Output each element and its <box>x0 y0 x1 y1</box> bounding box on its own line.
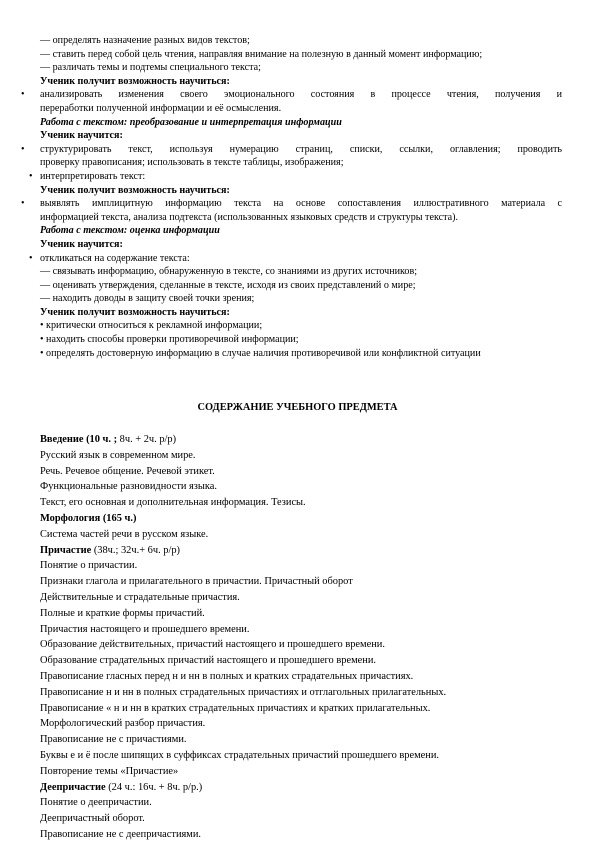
text-line-content: Ученик научится: <box>40 130 123 142</box>
content-line <box>40 795 560 811</box>
content-line <box>40 479 560 495</box>
content-line <box>40 685 560 701</box>
text-line <box>0 156 595 170</box>
content-text: Деепричастный оборот. <box>40 813 145 825</box>
text-line-content: • определять достоверную информацию в случае наличия противоречивой или конфликтной ситуации <box>40 347 481 359</box>
text-line-content: Ученик получит возможность научиться: <box>40 306 230 318</box>
text-line-content: переработки полученной информации и её осмысления. <box>40 102 282 114</box>
section-title: Причастие <box>40 544 92 556</box>
bullet-icon: • <box>29 170 33 182</box>
content-line <box>40 432 560 448</box>
upper-text-block <box>0 34 595 360</box>
text-line-content: Ученик получит возможность научиться: <box>40 75 230 87</box>
text-line-content: проверку правописания; использовать в тексте таблицы, изображения; <box>40 157 344 169</box>
section-title: Деепричастие <box>40 781 106 793</box>
content-line <box>40 780 560 796</box>
content-line <box>40 622 560 638</box>
content-text: Речь. Речевое общение. Речевой этикет. <box>40 465 215 477</box>
content-line <box>40 574 560 590</box>
text-line <box>0 265 595 279</box>
content-text: Образование действительных, причастий настоящего и прошедшего времени. <box>40 639 385 651</box>
content-text: Текст, его основная и дополнительная информация. Тезисы. <box>40 497 306 509</box>
text-line <box>0 34 595 48</box>
text-line <box>0 129 595 143</box>
content-line <box>40 558 560 574</box>
text-line <box>0 292 595 306</box>
content-text: 8ч. + 2ч. р/р) <box>117 434 177 445</box>
section-title: Морфология (165 ч.) <box>40 512 137 524</box>
content-line <box>40 590 560 606</box>
text-line-content: структурировать текст, используя нумерацию страниц, списки, ссылки, оглавления; проводить <box>40 143 562 155</box>
content-line <box>40 527 560 543</box>
text-line-content: анализировать изменения своего эмоционального состояния в процессе чтения, получения и <box>40 89 562 101</box>
content-text: Морфологический разбор причастия. <box>40 718 206 730</box>
content-text: Правописание не с причастиями. <box>40 734 187 746</box>
content-line <box>40 669 560 685</box>
content-text: Система частей речи в русском языке. <box>40 528 209 540</box>
text-line-content: — определять назначение разных видов текстов; <box>40 35 250 46</box>
content-text: Понятие о деепричастии. <box>40 797 152 809</box>
text-line <box>0 224 595 238</box>
text-line-content: — связывать информацию, обнаруженную в тексте, со знаниями из других источников; <box>40 266 418 278</box>
section-heading: СОДЕРЖАНИЕ УЧЕБНОГО ПРЕДМЕТА <box>197 402 398 413</box>
course-content-list <box>40 432 560 843</box>
text-line <box>0 75 595 89</box>
content-text: Причастия настоящего и прошедшего времени. <box>40 623 250 635</box>
text-line <box>0 184 595 198</box>
content-line <box>40 827 560 843</box>
content-text: Понятие о причастии. <box>40 560 138 572</box>
text-line <box>0 48 595 62</box>
text-line <box>0 238 595 252</box>
content-line <box>40 764 560 780</box>
text-line-content: откликаться на содержание текста: <box>40 252 190 264</box>
text-line-content: выявлять имплицитную информацию текста на основе сопоставления иллюстративного материала с <box>40 198 562 210</box>
text-line <box>0 333 595 347</box>
content-line <box>40 811 560 827</box>
content-text: Русский язык в современном мире. <box>40 449 196 461</box>
content-line <box>40 701 560 717</box>
text-line <box>0 197 595 211</box>
text-line-content: Работа с текстом: преобразование и интерпретация информации <box>40 116 342 128</box>
content-text: (24 ч.: 16ч. + 8ч. р/р.) <box>105 781 203 793</box>
content-text: Образование страдательных причастий настоящего и прошедшего времени. <box>40 655 376 667</box>
text-line <box>0 279 595 293</box>
text-line-content: — оценивать утверждения, сделанные в тексте, исходя из своих представлений о мире; <box>40 279 416 291</box>
text-line-content: Ученик научится: <box>40 238 123 250</box>
content-line <box>40 732 560 748</box>
text-line-content: информацией текста, анализа подтекста (использованных языковых средств и структуры текста). <box>40 211 458 223</box>
content-line <box>40 464 560 480</box>
text-line <box>0 88 595 102</box>
content-text: Буквы е и ё после шипящих в суффиксах страдательных причастий прошедшего времени. <box>40 749 439 761</box>
text-line <box>0 347 595 361</box>
text-line-content: • находить способы проверки противоречивой информации; <box>40 334 299 346</box>
text-line-content: — ставить перед собой цель чтения, направляя внимание на полезную в данный момент информацию; <box>40 48 483 60</box>
content-line <box>40 606 560 622</box>
content-line <box>40 511 560 527</box>
content-text: Функциональные разновидности языка. <box>40 481 217 493</box>
text-line-content: — различать темы и подтемы специального текста; <box>40 62 261 74</box>
content-line <box>40 653 560 669</box>
text-line-content: Работа с текстом: оценка информации <box>40 225 220 237</box>
content-text: Действительные и страдательные причастия. <box>40 591 240 603</box>
content-text: Повторение темы «Причастие» <box>40 765 179 777</box>
text-line-content: • критически относиться к рекламной информации; <box>40 320 263 332</box>
content-line <box>40 637 560 653</box>
content-line <box>40 543 560 559</box>
content-text: Признаки глагола и прилагательного в причастии. Причастный оборот <box>40 576 353 588</box>
text-line <box>0 143 595 157</box>
bullet-icon: • <box>29 252 33 264</box>
content-text: Правописание « н и нн в кратких страдательных причастиях и кратких прилагательных. <box>40 702 431 714</box>
text-line-content: интерпретировать текст: <box>40 170 146 182</box>
text-line <box>0 61 595 75</box>
text-line-content: Ученик получит возможность научиться: <box>40 184 230 196</box>
content-text: (38ч.; 32ч.+ 6ч. р/р) <box>91 544 181 556</box>
content-text: Правописание не с деепричастиями. <box>40 828 202 840</box>
text-line <box>0 170 595 184</box>
text-line <box>0 306 595 320</box>
text-line <box>0 116 595 130</box>
content-line <box>40 448 560 464</box>
content-line <box>40 495 560 511</box>
bullet-icon: • <box>21 143 25 155</box>
text-line <box>0 211 595 225</box>
bullet-icon: • <box>21 89 25 101</box>
content-text: Правописание гласных перед н и нн в полных и кратких страдательных причастиях. <box>40 670 414 682</box>
content-line <box>40 716 560 732</box>
content-line <box>40 748 560 764</box>
content-text: Полные и краткие формы причастий. <box>40 607 205 619</box>
content-text: Правописание н и нн в полных страдательных причастиях и отглагольных прилагательных. <box>40 686 447 698</box>
text-line-content: — находить доводы в защиту своей точки зрения; <box>40 293 255 305</box>
text-line <box>0 319 595 333</box>
text-line <box>0 252 595 266</box>
text-line <box>0 102 595 116</box>
bullet-icon: • <box>21 198 25 210</box>
section-title: Введение (10 ч. ; <box>40 434 118 445</box>
